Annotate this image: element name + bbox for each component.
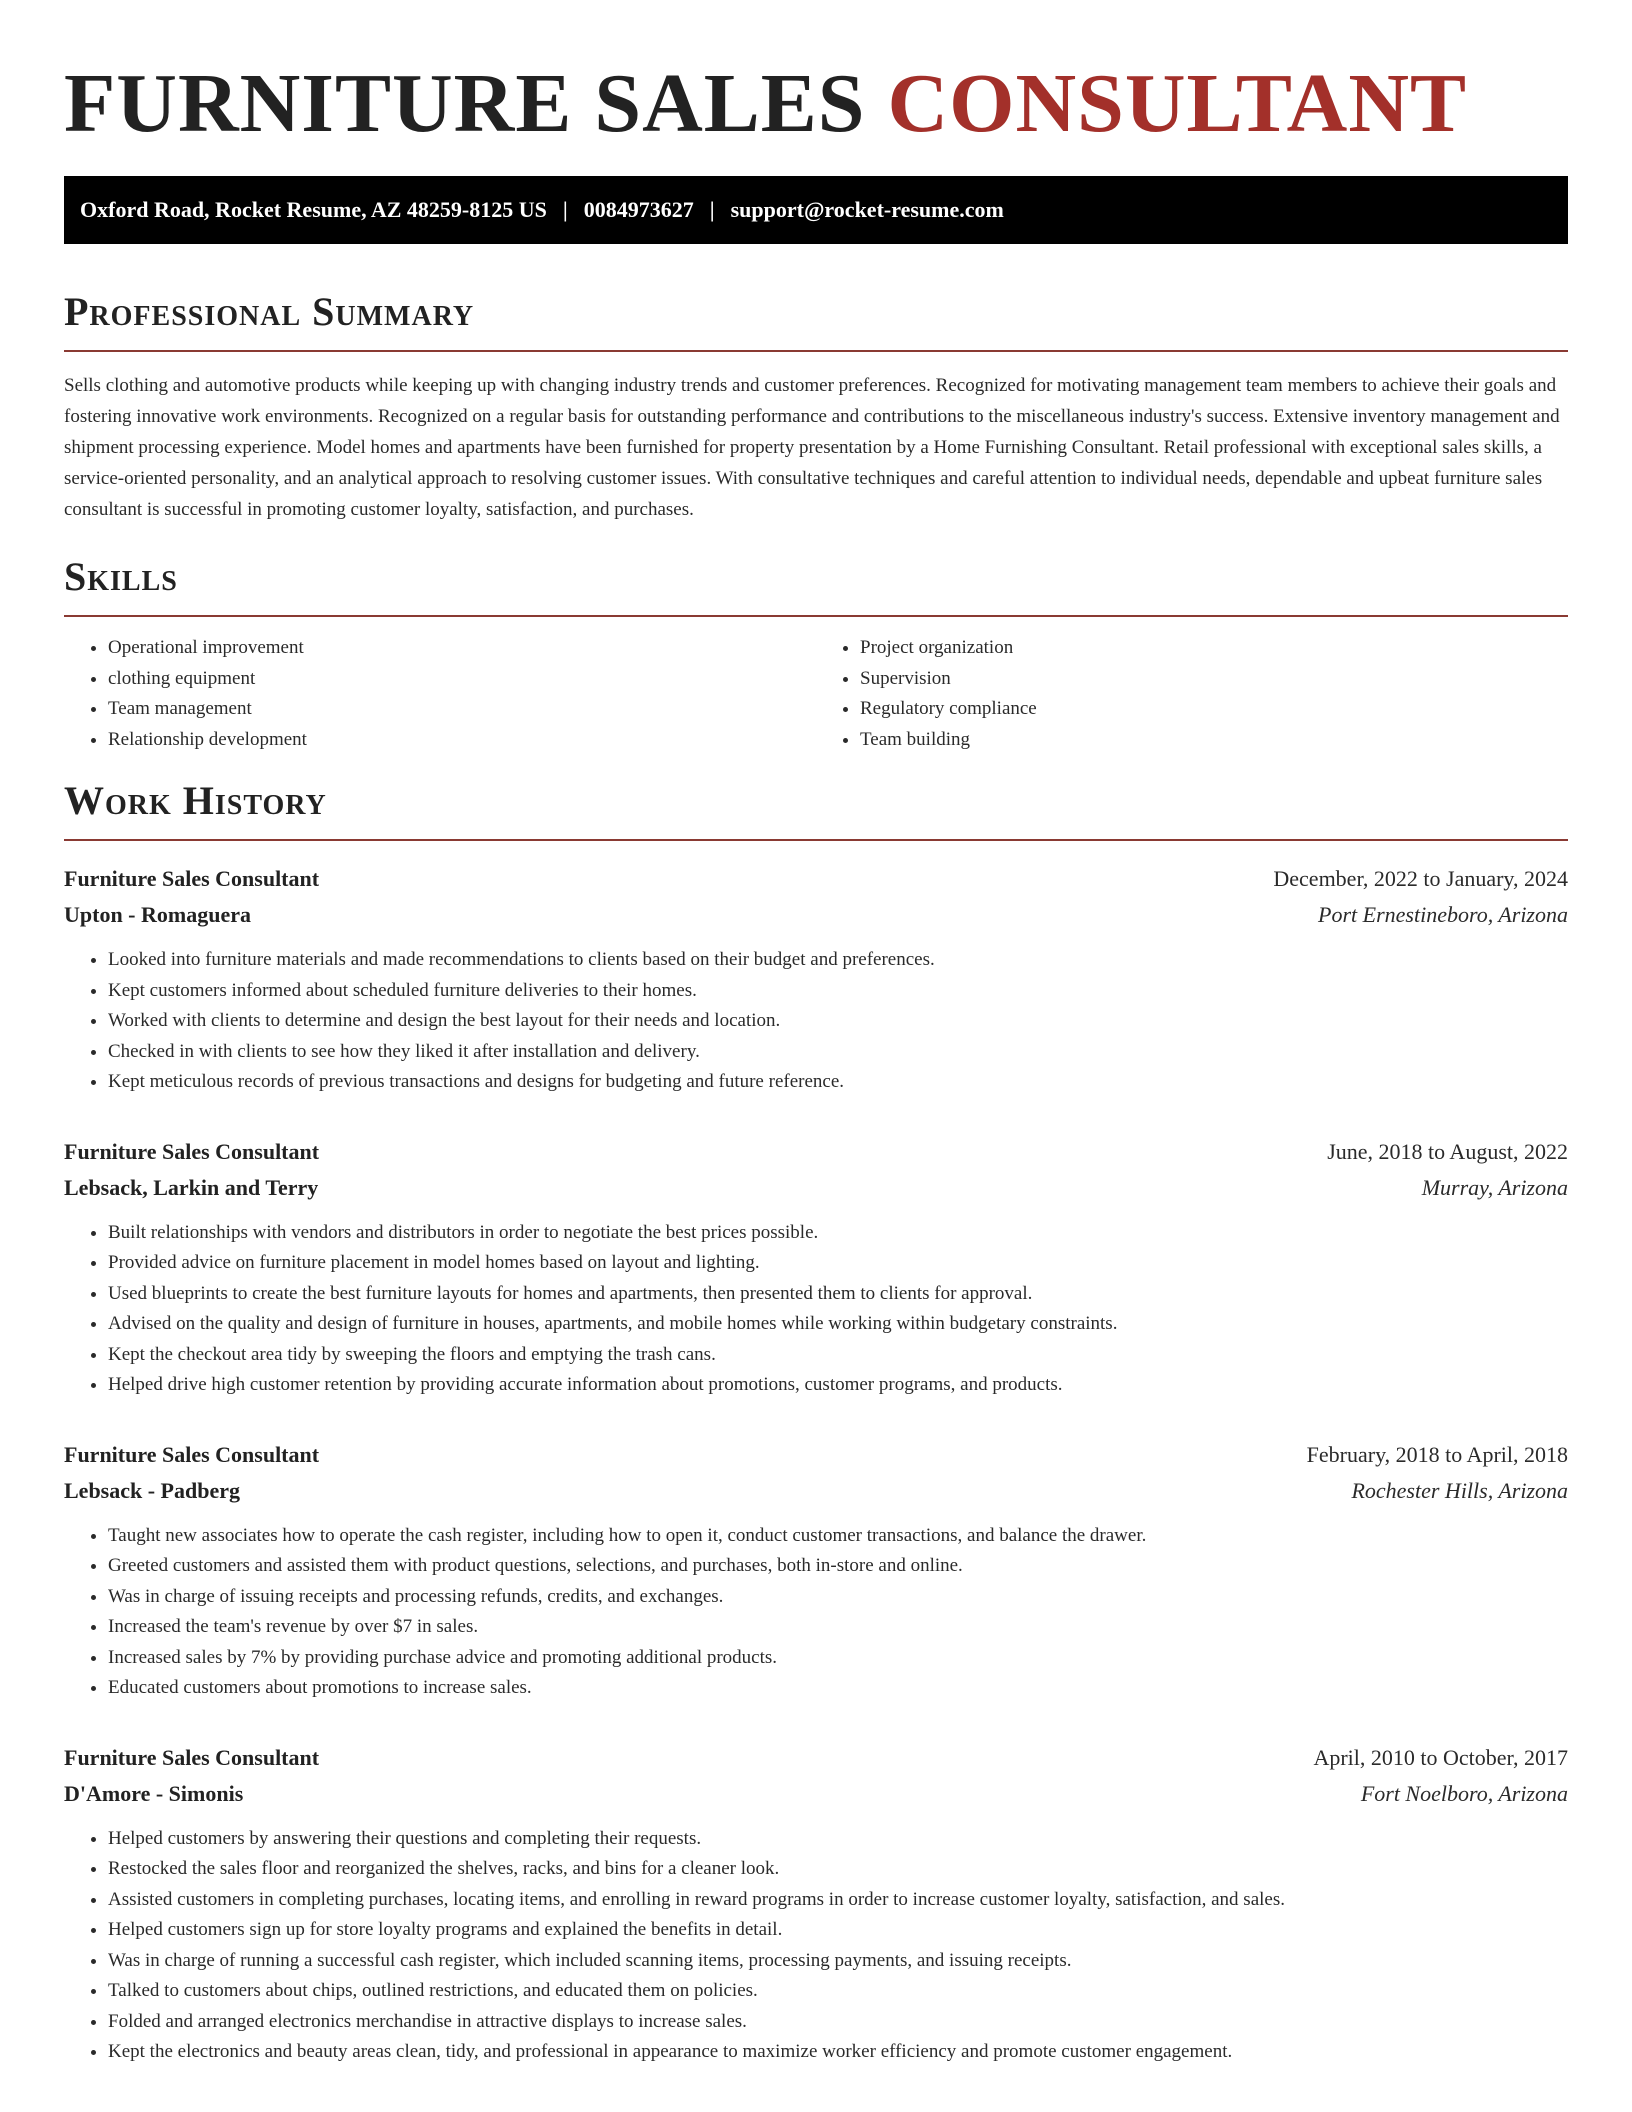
skills-list-left — [64, 633, 816, 755]
job-bullet: • Assisted customers in completing purchases, locating items, and enrolling in reward programs in order to increase customer loyalty, satisfaction, and sales. — [108, 1885, 1568, 1916]
skills-list-right — [816, 633, 1568, 755]
skill-item: • Project organization — [860, 633, 1568, 664]
job-bullet: • Increased the team's revenue by over $7 in sales. — [108, 1612, 1568, 1643]
job-title: Furniture Sales Consultant — [64, 1441, 320, 1467]
job-bullets — [64, 945, 1568, 1098]
job-bullet: • Talked to customers about chips, outlined restrictions, and educated them on policies. — [108, 1976, 1568, 2007]
job-subheader-row — [64, 1473, 1568, 1509]
skills-columns — [64, 633, 1568, 755]
job-subheader-row — [64, 1170, 1568, 1206]
job-entry — [64, 1134, 1568, 1401]
job-bullet: • Looked into furniture materials and made recommendations to clients based on their budget and preferences. — [108, 945, 1568, 976]
job-company: Lebsack, Larkin and Terry — [64, 1174, 319, 1200]
job-dates: February, 2018 to April, 2018 — [1306, 1441, 1568, 1467]
job-bullet: • Folded and arranged electronics merchandise in attractive displays to increase sales. — [108, 2007, 1568, 2038]
summary-section — [64, 288, 1568, 525]
job-bullet: • Built relationships with vendors and distributors in order to negotiate the best prices possible. — [108, 1218, 1568, 1249]
job-company: D'Amore - Simonis — [64, 1780, 244, 1806]
job-bullet: • Provided advice on furniture placement in model homes based on layout and lighting. — [108, 1248, 1568, 1279]
skills-title: Skills — [64, 554, 178, 599]
job-header-row — [64, 1740, 1568, 1776]
skill-item: • Operational improvement — [108, 633, 816, 664]
job-entry — [64, 861, 1568, 1098]
job-dates: June, 2018 to August, 2022 — [1327, 1138, 1568, 1164]
job-bullet: • Greeted customers and assisted them with product questions, selections, and purchases, both in-store and online. — [108, 1551, 1568, 1582]
job-bullet: • Was in charge of issuing receipts and processing refunds, credits, and exchanges. — [108, 1582, 1568, 1613]
job-bullet: • Kept the checkout area tidy by sweeping the floors and emptying the trash cans. — [108, 1340, 1568, 1371]
skills-section — [64, 553, 1568, 755]
job-header-row — [64, 1437, 1568, 1473]
job-bullets — [64, 1218, 1568, 1401]
job-header-row — [64, 861, 1568, 897]
name-part-accent: CONSULTANT — [887, 57, 1468, 150]
job-header-row — [64, 1134, 1568, 1170]
job-bullet: • Used blueprints to create the best furniture layouts for homes and apartments, then presented them to clients for approval. — [108, 1279, 1568, 1310]
job-bullet: • Worked with clients to determine and design the best layout for their needs and location. — [108, 1006, 1568, 1037]
job-bullet: • Restocked the sales floor and reorganized the shelves, racks, and bins for a cleaner look. — [108, 1854, 1568, 1885]
name-part-dark: FURNITURE SALES — [64, 57, 866, 150]
resume-name-heading — [64, 0, 1568, 152]
skill-item: • Relationship development — [108, 725, 816, 756]
job-bullets — [64, 1521, 1568, 1704]
contact-bar — [64, 176, 1568, 244]
work-history-title: Work History — [64, 778, 327, 823]
job-entry — [64, 1437, 1568, 1704]
skill-item: • Supervision — [860, 664, 1568, 695]
section-divider — [64, 350, 1568, 352]
job-subheader-row — [64, 1776, 1568, 1812]
contact-separator: | — [709, 197, 715, 222]
job-bullet: • Kept meticulous records of previous transactions and designs for budgeting and future reference. — [108, 1067, 1568, 1098]
job-bullet: • Educated customers about promotions to increase sales. — [108, 1673, 1568, 1704]
job-bullet: • Checked in with clients to see how they liked it after installation and delivery. — [108, 1037, 1568, 1068]
job-bullet: • Taught new associates how to operate the cash register, including how to open it, conduct customer transactions, and balance the drawer. — [108, 1521, 1568, 1552]
job-dates: December, 2022 to January, 2024 — [1273, 866, 1568, 891]
job-bullet: • Was in charge of running a successful cash register, which included scanning items, processing payments, and issuing receipts. — [108, 1946, 1568, 1977]
summary-text: Sells clothing and automotive products while keeping up with changing industry trends and customer preferences. Recognized for motivating management team members to achieve their goals and fostering innovative work environments. Recognized on a regular basis for outstanding performance and contributions to the miscellaneous industry's success. Extensive inventory management and shipment processing experience. Model homes and apartments have been furnished for property presentation by a Home Furnishing Consultant. Retail professional with exceptional sales skills, a service-oriented personality, and an analytical approach to resolving customer issues. With consultative techniques and careful attention to individual needs, dependable and upbeat furniture sales consultant is successful in promoting customer loyalty, satisfaction, and purchases. — [64, 375, 1560, 520]
job-bullet: • Kept the electronics and beauty areas clean, tidy, and professional in appearance to maximize worker efficiency and promote customer engagement. — [108, 2037, 1568, 2068]
job-location: Port Ernestineboro, Arizona — [1318, 902, 1568, 927]
job-bullet: • Helped customers by answering their questions and completing their requests. — [108, 1824, 1568, 1855]
contact-address: Oxford Road, Rocket Resume, AZ 48259-8125 US — [80, 197, 547, 222]
work-history-section — [64, 777, 1568, 2068]
job-bullets — [64, 1824, 1568, 2068]
job-dates: April, 2010 to October, 2017 — [1313, 1744, 1568, 1770]
job-entry — [64, 1740, 1568, 2068]
job-company: Upton - Romaguera — [64, 902, 251, 927]
contact-email: support@rocket-resume.com — [730, 197, 1004, 222]
contact-separator: | — [562, 197, 568, 222]
job-bullet: • Helped customers sign up for store loyalty programs and explained the benefits in detail. — [108, 1915, 1568, 1946]
job-bullet: • Helped drive high customer retention by providing accurate information about promotions, customer programs, and products. — [108, 1370, 1568, 1401]
job-location: Rochester Hills, Arizona — [1351, 1477, 1568, 1503]
skill-item: • Regulatory compliance — [860, 694, 1568, 725]
section-divider — [64, 615, 1568, 617]
skill-item: • clothing equipment — [108, 664, 816, 695]
skill-item: • Team management — [108, 694, 816, 725]
job-title: Furniture Sales Consultant — [64, 866, 320, 891]
job-location: Fort Noelboro, Arizona — [1360, 1780, 1568, 1806]
skill-item: • Team building — [860, 725, 1568, 756]
section-divider — [64, 839, 1568, 841]
job-company: Lebsack - Padberg — [64, 1477, 240, 1503]
job-bullet: • Advised on the quality and design of furniture in houses, apartments, and mobile homes while working within budgetary constraints. — [108, 1309, 1568, 1340]
summary-title: Professional Summary — [64, 289, 475, 334]
job-location: Murray, Arizona — [1421, 1174, 1568, 1200]
job-bullet: • Increased sales by 7% by providing purchase advice and promoting additional products. — [108, 1643, 1568, 1674]
job-bullet: • Kept customers informed about scheduled furniture deliveries to their homes. — [108, 976, 1568, 1007]
job-title: Furniture Sales Consultant — [64, 1138, 320, 1164]
contact-phone: 0084973627 — [583, 197, 694, 222]
job-title: Furniture Sales Consultant — [64, 1744, 320, 1770]
job-subheader-row — [64, 897, 1568, 933]
